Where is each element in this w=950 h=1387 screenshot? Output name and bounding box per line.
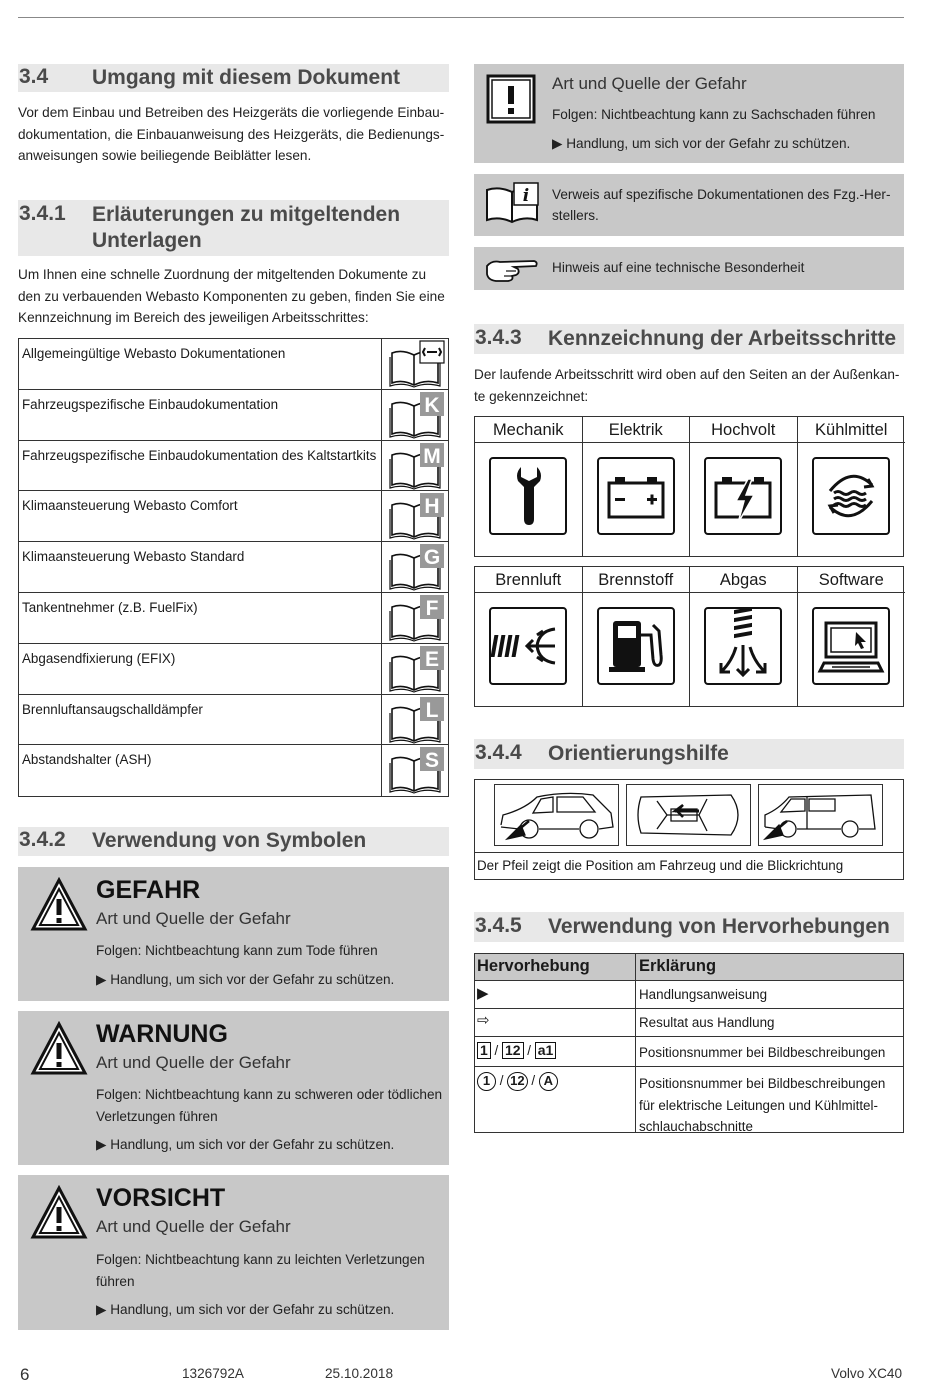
hazard-action: ▶ Handlung, um sich vor der Gefahr zu schützen. (96, 1137, 395, 1152)
worksteps-paragraph: Der laufende Arbeitsschritt wird oben auf den Seiten an der Außenkan- te gekennzeichnet: (474, 367, 900, 404)
intro-paragraph: Vor dem Einbau und Betreiben des Heizgeräts die vorliegende Einbau- dokumentation, die Einbauanweisung des Heizgeräts, die Bedienungs- anweisungen sowie beiliegende Beiblätter lesen. (18, 105, 445, 163)
battery-icon (597, 457, 675, 535)
section-title: Umgang mit diesem Dokument (92, 66, 401, 89)
document-letter: E (424, 647, 440, 671)
tip-box (474, 247, 904, 290)
step-hochvolt: Hochvolt (690, 417, 798, 556)
info-box (474, 174, 904, 236)
table-row (19, 491, 448, 542)
document-label: Klimaansteuerung Webasto Standard (22, 549, 245, 565)
section-title: Verwendung von Symbolen (92, 829, 367, 852)
book-icon (381, 491, 449, 541)
circled-numbers: 1 / 12 / A (477, 1072, 558, 1091)
top-rule (18, 17, 904, 18)
document-label: Fahrzeugspezifische Einbaudokumentation des Kaltstartkits (22, 447, 377, 463)
hinweis-box (474, 64, 904, 163)
section-title: Kennzeichnung der Arbeitsschritte (548, 327, 897, 350)
hazard-source: Art und Quelle der Gefahr (96, 909, 291, 928)
document-number: 1326792A (182, 1366, 244, 1381)
highlights-table (474, 953, 904, 1133)
tip-text: Hinweis auf eine technische Besonderheit (552, 260, 805, 275)
step-abgas: Abgas (690, 567, 798, 706)
document-letter: H (424, 495, 440, 519)
boxed-numbers: 1 / 12 / a1 (477, 1042, 556, 1059)
table-row: ⇨ Resultat aus Handlung (475, 1008, 903, 1036)
hazard-consequence: Folgen: Nichtbeachtung kann zu Sachschaden führen (552, 107, 876, 122)
coolant-icon (812, 457, 890, 535)
signal-word: GEFAHR (96, 876, 201, 904)
section-title: Orientierungshilfe (548, 742, 729, 765)
book-icon (381, 745, 449, 796)
document-label: Allgemeingültige Webasto Dokumentationen (22, 346, 286, 361)
orientation-box (474, 779, 904, 880)
book-icon (381, 390, 449, 440)
book-icon (381, 339, 449, 389)
document-label: Abgasendfixierung (EFIX) (22, 650, 176, 666)
step-software: Software (798, 567, 906, 706)
orientation-caption: Der Pfeil zeigt die Position am Fahrzeug und die Blickrichtung (477, 858, 844, 873)
wrench-icon (489, 457, 567, 535)
heading-3-4-5 (474, 912, 904, 942)
document-label: Brennluftansaugschalldämpfer (22, 701, 203, 717)
book-icon (381, 593, 449, 643)
book-icon (381, 542, 449, 592)
exclamation-icon (486, 74, 536, 124)
step-mechanik: Mechanik (475, 417, 583, 556)
hazard-consequence: Folgen: Nichtbeachtung kann zum Tode führen (96, 943, 378, 958)
signal-word: WARNUNG (96, 1020, 228, 1048)
table-row (19, 593, 448, 644)
book-icon (381, 644, 449, 694)
section-title-line1: Erläuterungen zu mitgeltenden (92, 203, 401, 226)
triangle-right-icon: ▶ (477, 985, 489, 1002)
hazard-action: ▶ Handlung, um sich vor der Gefahr zu schützen. (552, 136, 851, 151)
table-row: ▶ Handlungsanweisung (475, 980, 903, 1008)
svg-text:i: i (522, 186, 530, 206)
warnung-box (18, 1011, 449, 1165)
hazard-action: ▶ Handlung, um sich vor der Gefahr zu schützen. (96, 1302, 395, 1317)
table-row (19, 542, 448, 593)
table-row (19, 644, 448, 695)
section-number: 3.4.4 (475, 741, 522, 764)
section-number: 3.4.5 (475, 914, 522, 937)
worksteps-grid-row2 (474, 566, 904, 707)
hazard-source: Art und Quelle der Gefahr (96, 1217, 291, 1236)
hazard-source: Art und Quelle der Gefahr (552, 74, 747, 93)
computer-icon (812, 607, 890, 685)
pointing-hand-icon (484, 254, 540, 284)
document-date: 25.10.2018 (325, 1366, 394, 1381)
document-label: Fahrzeugspezifische Einbaudokumentation (22, 396, 279, 412)
table-row (19, 339, 448, 390)
heading-3-4-3 (474, 324, 904, 354)
hazard-source: Art und Quelle der Gefahr (96, 1053, 291, 1072)
warning-triangle-icon (30, 1021, 88, 1077)
document-letter: M (423, 444, 441, 468)
document-letter: K (424, 393, 440, 417)
hazard-action: ▶ Handlung, um sich vor der Gefahr zu schützen. (96, 972, 395, 987)
book-icon (381, 441, 449, 491)
document-letter: G (423, 546, 441, 570)
vorsicht-box (18, 1175, 449, 1330)
section-title-line2: Unterlagen (92, 229, 202, 252)
combustion-air-icon (489, 607, 567, 685)
table-row: 1 / 12 / A Positionsnummer bei Bildbeschreibungen für elektrische Leitungen und Kühlmittel- schlauchabschnitte (475, 1066, 903, 1132)
heading-3-4-4 (474, 739, 904, 769)
hazard-consequence-line2: Verletzungen führen (96, 1109, 218, 1124)
car-side-view-icon (494, 784, 619, 846)
book-icon (381, 695, 449, 745)
fuel-pump-icon (597, 607, 675, 685)
gefahr-box (18, 867, 449, 1001)
table-row (19, 695, 448, 746)
document-letter: S (424, 749, 440, 773)
table-row (19, 745, 448, 796)
step-kuehlmittel: Kühlmittel (798, 417, 906, 556)
section-number: 3.4.3 (475, 326, 522, 349)
table-row (19, 441, 448, 492)
step-elektrik: Elektrik (583, 417, 691, 556)
section-number: 3.4 (19, 65, 49, 88)
vehicle-model: Volvo XC40 (831, 1366, 903, 1381)
heading-3-4-1 (18, 200, 449, 256)
hazard-consequence-line1: Folgen: Nichtbeachtung kann zu leichten Verletzungen (96, 1252, 425, 1267)
hazard-consequence-line2: führen (96, 1274, 135, 1289)
document-label: Klimaansteuerung Webasto Comfort (22, 498, 238, 514)
info-text-line2: stellers. (552, 208, 599, 223)
section-number: 3.4.2 (19, 828, 66, 851)
heading-3-4-2 (18, 827, 449, 856)
docs-paragraph: Um Ihnen eine schnelle Zuordnung der mitgeltenden Dokumente zu den zu verbauenden Webasto Komponenten zu geben, finden Sie eine Kennzeichnung im Bereich des jeweiligen Arbeitsschrittes: (18, 267, 445, 325)
heading-3-4 (18, 64, 449, 92)
warning-triangle-icon (30, 1185, 88, 1241)
hazard-consequence-line1: Folgen: Nichtbeachtung kann zu schweren oder tödlichen (96, 1087, 443, 1102)
info-text-line1: Verweis auf spezifische Dokumentationen des Fzg.-Her- (552, 187, 891, 202)
exhaust-icon (704, 607, 782, 685)
warning-triangle-icon (30, 877, 88, 933)
section-title: Verwendung von Hervorhebungen (548, 915, 890, 938)
signal-word: VORSICHT (96, 1184, 226, 1212)
document-letter: L (425, 698, 439, 722)
table-row: 1 / 12 / a1 Positionsnummer bei Bildbeschreibungen (475, 1036, 903, 1066)
page-number: 6 (20, 1365, 30, 1384)
table-header: Hervorhebung Erklärung (475, 954, 903, 980)
van-side-view-icon (758, 784, 883, 846)
worksteps-grid-row1 (474, 416, 904, 557)
step-brennstoff: Brennstoff (583, 567, 691, 706)
hollow-arrow-right-icon: ⇨ (477, 1012, 490, 1029)
book-info-icon (484, 182, 540, 224)
high-voltage-icon (704, 457, 782, 535)
table-row (19, 390, 448, 441)
document-letter: F (425, 596, 439, 620)
step-brennluft: Brennluft (475, 567, 583, 706)
document-label: Tankentnehmer (z.B. FuelFix) (22, 599, 198, 615)
document-label: Abstandshalter (ASH) (22, 752, 152, 768)
section-number: 3.4.1 (19, 202, 66, 225)
documents-table (18, 338, 449, 797)
car-top-view-icon (626, 784, 751, 846)
